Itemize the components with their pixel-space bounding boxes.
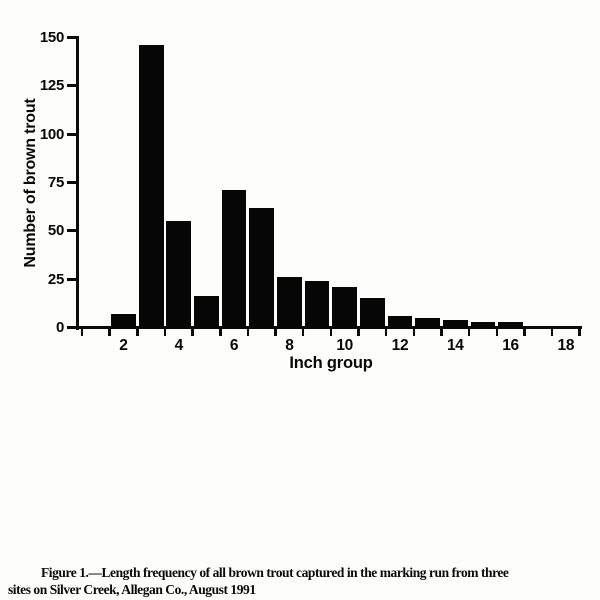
y-tick-label-0: 0 [55,318,64,336]
bar-inch-3 [139,45,164,328]
x-tick-label-6: 6 [229,337,239,354]
x-tick-label-10: 10 [336,337,353,354]
x-tick [440,329,443,337]
y-tick [67,326,76,329]
x-tick [330,329,333,337]
x-tick-label-12: 12 [391,337,409,354]
x-tick [302,329,305,337]
figure-caption [8,565,592,598]
x-tick-label-4: 4 [174,337,183,354]
x-tick-label-18: 18 [557,337,575,354]
bar-inch-14 [443,320,468,329]
y-tick [67,36,76,39]
y-tick-label-125: 125 [39,77,64,95]
x-tick [413,329,416,337]
bar-inch-5 [194,296,219,328]
bar-inch-10 [332,287,357,329]
y-tick-label-150: 150 [39,29,64,47]
caption-line-2: sites on Silver Creek, Allegan Co., August 1991 [8,581,256,597]
x-tick [191,329,194,337]
bar-inch-6 [222,190,247,329]
x-tick [219,329,222,337]
bar-inch-4 [166,221,191,329]
bar-inch-15 [471,322,496,329]
x-tick [164,329,167,337]
y-tick [67,229,76,232]
x-tick [136,329,139,337]
y-tick [67,181,76,184]
bar-inch-7 [249,208,274,329]
x-tick [81,329,84,337]
x-tick [578,329,581,337]
x-tick-label-8: 8 [285,337,294,354]
y-tick-label-25: 25 [47,270,64,288]
y-tick-label-75: 75 [47,173,64,191]
x-tick-label-2: 2 [119,337,128,354]
x-axis-title: Inch group [289,354,373,372]
y-tick-label-100: 100 [39,125,64,143]
x-tick-label-16: 16 [502,337,519,354]
x-tick [468,329,471,337]
x-tick [357,329,360,337]
y-tick-label-50: 50 [47,222,64,240]
y-axis-title: Number of brown trout [22,98,39,268]
y-tick [67,278,76,281]
bar-inch-13 [415,318,440,329]
x-tick [496,329,499,337]
bar-inch-2 [111,314,136,329]
x-tick [551,329,554,337]
bar-inch-12 [388,316,413,329]
caption-line-1: Figure 1.—Length frequency of all brown trout captured in the marking run from three [41,565,509,580]
bar-inch-11 [360,298,385,328]
bar-inch-8 [277,277,302,329]
y-tick [67,84,76,87]
y-tick [67,133,76,136]
bar-inch-9 [305,281,330,329]
x-tick [385,329,388,337]
x-tick [274,329,277,337]
bar-inch-16 [498,322,523,329]
y-axis-line [76,36,79,330]
x-tick [247,329,250,337]
x-tick [523,329,526,337]
x-tick-label-14: 14 [446,337,464,354]
x-tick [108,329,111,337]
